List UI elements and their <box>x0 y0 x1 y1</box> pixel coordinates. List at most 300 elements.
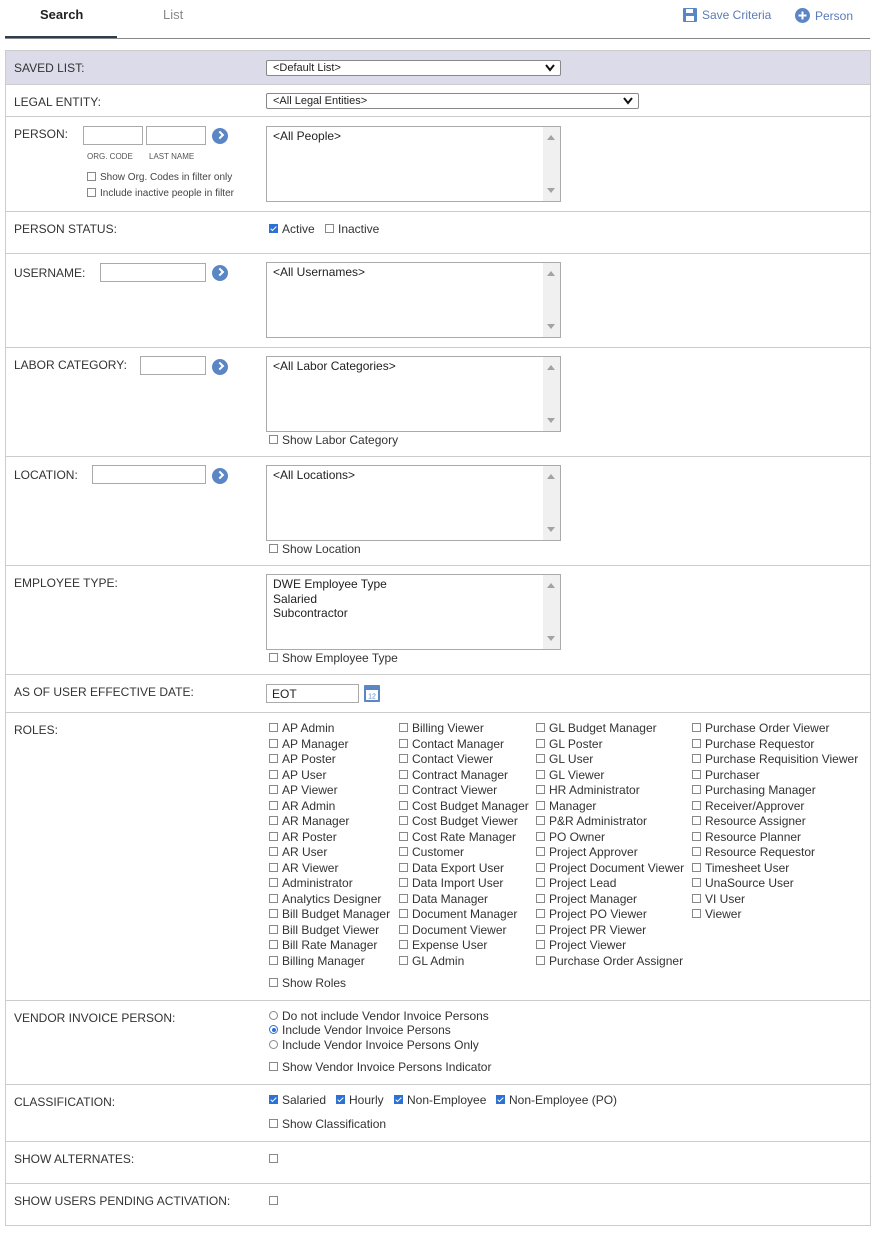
role-checkbox[interactable] <box>269 878 278 887</box>
role-checkbox[interactable] <box>269 925 278 934</box>
role-checkbox[interactable] <box>399 940 408 949</box>
chevron-down-icon <box>545 64 555 72</box>
role-label: Bill Rate Manager <box>282 938 378 952</box>
role-option[interactable] <box>536 907 684 923</box>
role-label: Project PO Viewer <box>549 907 647 921</box>
role-option[interactable] <box>692 752 858 768</box>
chevron-down-icon <box>623 97 633 105</box>
role-option[interactable] <box>536 830 684 846</box>
role-option[interactable] <box>269 783 390 799</box>
role-checkbox[interactable] <box>692 863 701 872</box>
role-checkbox[interactable] <box>536 878 545 887</box>
role-checkbox[interactable] <box>536 956 545 965</box>
role-option[interactable] <box>692 861 858 877</box>
role-label: Contract Manager <box>412 767 509 782</box>
role-option[interactable] <box>536 861 684 877</box>
role-option[interactable] <box>536 845 684 861</box>
username-row <box>6 254 870 348</box>
role-checkbox[interactable] <box>399 925 408 934</box>
role-checkbox[interactable] <box>536 739 545 748</box>
role-label: Timesheet User <box>705 860 790 875</box>
role-label: Document Manager <box>412 907 518 921</box>
role-checkbox[interactable] <box>269 770 278 779</box>
exclude-radio[interactable] <box>269 1011 278 1020</box>
vendor-invoice-row <box>6 1001 870 1085</box>
add-person-label: Person <box>815 8 854 23</box>
role-label: Purchase Order Viewer <box>705 721 830 735</box>
role-option[interactable] <box>269 799 390 815</box>
role-label: AP Poster <box>282 752 336 766</box>
role-label: Purchase Requisition Viewer <box>705 752 859 766</box>
role-checkbox[interactable] <box>692 909 701 918</box>
role-option[interactable] <box>399 861 529 877</box>
role-checkbox[interactable] <box>692 801 701 810</box>
role-option[interactable] <box>269 721 390 737</box>
role-checkbox[interactable] <box>536 801 545 810</box>
role-option[interactable] <box>692 783 858 799</box>
non-employee-text: Non-Employee <box>407 1093 487 1107</box>
role-option[interactable] <box>692 737 858 753</box>
saved-list-select[interactable] <box>266 60 561 76</box>
role-option[interactable] <box>399 737 529 753</box>
role-option[interactable] <box>269 845 390 861</box>
person-status-label: PERSON STATUS: <box>14 222 117 236</box>
scroll-down-icon[interactable] <box>547 324 555 329</box>
role-option[interactable] <box>269 737 390 753</box>
role-option[interactable] <box>536 752 684 768</box>
role-checkbox[interactable] <box>399 723 408 732</box>
role-option[interactable] <box>692 892 858 908</box>
list-item[interactable]: Subcontractor <box>273 606 348 620</box>
show-org-codes-checkbox[interactable] <box>87 172 96 181</box>
scrollbar[interactable] <box>543 263 560 337</box>
role-option[interactable] <box>269 876 390 892</box>
role-option[interactable] <box>536 721 684 737</box>
role-checkbox[interactable] <box>399 956 408 965</box>
username-listbox[interactable] <box>266 262 561 338</box>
role-label: PO Owner <box>549 829 606 844</box>
role-label: AR Admin <box>282 798 336 813</box>
role-checkbox[interactable] <box>399 894 408 903</box>
person-row <box>6 117 870 212</box>
salaried-checkbox[interactable] <box>269 1095 278 1104</box>
role-option[interactable] <box>536 923 684 939</box>
role-option[interactable] <box>399 814 529 830</box>
role-label: UnaSource User <box>705 876 794 890</box>
role-checkbox[interactable] <box>536 863 545 872</box>
hourly-text: Hourly <box>349 1093 384 1107</box>
role-label: GL User <box>549 752 594 766</box>
role-label: Resource Assigner <box>705 814 806 828</box>
scroll-down-icon[interactable] <box>547 188 555 193</box>
location-input[interactable] <box>92 465 206 484</box>
scrollbar[interactable] <box>543 575 560 649</box>
role-label: AR Manager <box>282 814 350 828</box>
show-org-codes-option[interactable] <box>87 172 232 183</box>
role-option[interactable] <box>536 783 684 799</box>
search-criteria-form <box>5 50 871 1226</box>
legal-entity-select[interactable] <box>266 93 639 109</box>
role-label: Contact Manager <box>412 736 505 751</box>
role-checkbox[interactable] <box>269 739 278 748</box>
non-employee-po-text: Non-Employee (PO) <box>509 1093 618 1107</box>
non-employee-po-option[interactable] <box>496 1093 617 1107</box>
role-checkbox[interactable] <box>269 894 278 903</box>
show-employee-type-option[interactable] <box>269 651 398 665</box>
role-option[interactable] <box>536 892 684 908</box>
role-option[interactable] <box>692 799 858 815</box>
role-checkbox[interactable] <box>399 832 408 841</box>
role-label: Data Import User <box>412 876 504 890</box>
role-checkbox[interactable] <box>536 754 545 763</box>
list-item[interactable]: <All Usernames> <box>273 265 366 279</box>
salaried-option[interactable] <box>269 1093 326 1107</box>
role-checkbox[interactable] <box>536 816 545 825</box>
non-employee-checkbox[interactable] <box>394 1095 403 1104</box>
saved-list-row <box>6 51 870 85</box>
show-location-option[interactable] <box>269 542 361 556</box>
role-label: Expense User <box>412 938 488 952</box>
scrollbar[interactable] <box>543 127 560 201</box>
role-checkbox[interactable] <box>536 723 545 732</box>
role-option[interactable] <box>536 938 684 954</box>
show-employee-type-text: Show Employee Type <box>282 651 398 665</box>
org-code-caption: ORG. CODE <box>87 152 133 161</box>
person-go-arrow-icon[interactable] <box>212 128 228 144</box>
labor-category-input[interactable] <box>140 356 206 375</box>
hourly-option[interactable] <box>336 1093 384 1107</box>
role-option[interactable] <box>692 814 858 830</box>
role-checkbox[interactable] <box>692 847 701 856</box>
person-status-row <box>6 212 870 254</box>
role-option[interactable] <box>269 954 390 970</box>
calendar-icon[interactable] <box>364 685 380 702</box>
role-checkbox[interactable] <box>269 754 278 763</box>
role-option[interactable] <box>399 938 529 954</box>
roles-column-2 <box>399 721 529 969</box>
vendor-invoice-option-include[interactable] <box>269 1023 451 1037</box>
role-label: Cost Rate Manager <box>412 829 517 844</box>
legal-entity-label: LEGAL ENTITY: <box>14 95 101 109</box>
list-item[interactable]: DWE Employee Type <box>273 577 387 591</box>
location-go-arrow-icon[interactable] <box>212 468 228 484</box>
scroll-up-icon[interactable] <box>547 271 555 276</box>
last-name-input[interactable] <box>146 126 206 145</box>
vendor-invoice-option-exclude[interactable] <box>269 1009 489 1023</box>
status-active-option[interactable] <box>269 222 315 236</box>
role-option[interactable] <box>399 768 529 784</box>
include-text: Include Vendor Invoice Persons <box>282 1023 451 1037</box>
org-code-input[interactable] <box>83 126 143 145</box>
exclude-text: Do not include Vendor Invoice Persons <box>282 1009 489 1023</box>
role-checkbox[interactable] <box>536 925 545 934</box>
location-row <box>6 457 870 566</box>
effective-date-label: AS OF USER EFFECTIVE DATE: <box>14 685 194 699</box>
show-alternates-option[interactable] <box>269 1152 282 1166</box>
role-checkbox[interactable] <box>399 909 408 918</box>
role-checkbox[interactable] <box>536 847 545 856</box>
username-input[interactable] <box>100 263 206 282</box>
roles-column-1 <box>269 721 390 969</box>
show-classification-text: Show Classification <box>282 1117 387 1131</box>
scroll-down-icon[interactable] <box>547 418 555 423</box>
role-option[interactable] <box>269 861 390 877</box>
role-checkbox[interactable] <box>399 847 408 856</box>
scroll-up-icon[interactable] <box>547 474 555 479</box>
save-criteria-label: Save Criteria <box>702 8 772 22</box>
last-name-caption: LAST NAME <box>149 152 195 161</box>
role-checkbox[interactable] <box>269 785 278 794</box>
employee-type-listbox[interactable] <box>266 574 561 650</box>
role-checkbox[interactable] <box>269 816 278 825</box>
role-checkbox[interactable] <box>399 754 408 763</box>
location-label: LOCATION: <box>14 468 78 482</box>
role-label: Analytics Designer <box>282 891 382 906</box>
list-item[interactable]: <All Locations> <box>273 468 356 482</box>
active-checkbox[interactable] <box>269 224 278 233</box>
show-labor-category-text: Show Labor Category <box>282 433 399 447</box>
role-checkbox[interactable] <box>269 832 278 841</box>
role-label: Project Viewer <box>549 938 627 952</box>
effective-date-input[interactable] <box>266 684 359 703</box>
scroll-up-icon[interactable] <box>547 135 555 140</box>
role-checkbox[interactable] <box>269 940 278 949</box>
role-label: Viewer <box>705 907 742 921</box>
role-checkbox[interactable] <box>399 863 408 872</box>
role-checkbox[interactable] <box>399 816 408 825</box>
role-option[interactable] <box>536 799 684 815</box>
role-option[interactable] <box>269 830 390 846</box>
show-vendor-invoice-checkbox[interactable] <box>269 1062 278 1071</box>
role-label: Project PR Viewer <box>549 922 647 937</box>
include-inactive-option[interactable] <box>87 188 234 199</box>
list-item[interactable]: <All People> <box>273 129 342 143</box>
saved-list-label: SAVED LIST: <box>14 61 85 75</box>
role-checkbox[interactable] <box>269 847 278 856</box>
role-checkbox[interactable] <box>269 956 278 965</box>
role-checkbox[interactable] <box>536 940 545 949</box>
labor-category-listbox[interactable] <box>266 356 561 432</box>
scroll-down-icon[interactable] <box>547 527 555 532</box>
labor-category-row <box>6 348 870 457</box>
role-label: AP Viewer <box>282 783 338 797</box>
role-option[interactable] <box>399 923 529 939</box>
role-checkbox[interactable] <box>536 894 545 903</box>
non-employee-po-checkbox[interactable] <box>496 1095 505 1104</box>
role-checkbox[interactable] <box>536 909 545 918</box>
role-option[interactable] <box>269 814 390 830</box>
role-option[interactable] <box>269 923 390 939</box>
role-option[interactable] <box>399 845 529 861</box>
role-label: Receiver/Approver <box>705 798 805 813</box>
role-checkbox[interactable] <box>692 739 701 748</box>
role-option[interactable] <box>269 892 390 908</box>
show-alternates-label: SHOW ALTERNATES: <box>14 1152 135 1166</box>
hourly-checkbox[interactable] <box>336 1095 345 1104</box>
role-option[interactable] <box>269 907 390 923</box>
role-checkbox[interactable] <box>692 816 701 825</box>
show-location-checkbox[interactable] <box>269 544 278 553</box>
show-location-text: Show Location <box>282 542 361 556</box>
role-option[interactable] <box>399 783 529 799</box>
role-checkbox[interactable] <box>692 878 701 887</box>
role-checkbox[interactable] <box>399 739 408 748</box>
role-checkbox[interactable] <box>692 832 701 841</box>
role-label: GL Admin <box>412 953 465 968</box>
role-option[interactable] <box>692 830 858 846</box>
role-option[interactable] <box>399 954 529 970</box>
role-checkbox[interactable] <box>399 785 408 794</box>
top-bar <box>0 0 877 40</box>
inactive-checkbox[interactable] <box>325 224 334 233</box>
role-label: GL Viewer <box>549 767 605 782</box>
username-go-arrow-icon[interactable] <box>212 265 228 281</box>
role-label: Billing Manager <box>282 953 365 968</box>
role-checkbox[interactable] <box>692 770 701 779</box>
role-label: VI User <box>705 891 746 906</box>
role-label: Billing Viewer <box>412 721 484 735</box>
role-option[interactable] <box>536 876 684 892</box>
salaried-text: Salaried <box>282 1093 327 1107</box>
add-person-button[interactable] <box>795 8 853 23</box>
classification-label: CLASSIFICATION: <box>14 1095 116 1109</box>
role-label: GL Poster <box>549 736 603 751</box>
role-option[interactable] <box>399 907 529 923</box>
role-checkbox[interactable] <box>269 801 278 810</box>
employee-type-row <box>6 566 870 675</box>
show-pending-checkbox[interactable] <box>269 1196 278 1205</box>
show-classification-checkbox[interactable] <box>269 1119 278 1128</box>
legal-entity-value: <All Legal Entities> <box>273 95 368 107</box>
role-checkbox[interactable] <box>399 801 408 810</box>
show-pending-option[interactable] <box>269 1194 282 1208</box>
role-option[interactable] <box>692 876 858 892</box>
role-label: GL Budget Manager <box>549 721 657 735</box>
role-checkbox[interactable] <box>269 863 278 872</box>
role-label: Administrator <box>282 876 353 890</box>
show-labor-category-checkbox[interactable] <box>269 435 278 444</box>
role-label: HR Administrator <box>549 783 640 797</box>
role-label: Purchaser <box>705 767 760 782</box>
role-option[interactable] <box>536 768 684 784</box>
role-checkbox[interactable] <box>692 785 701 794</box>
role-checkbox[interactable] <box>269 723 278 732</box>
role-label: Purchasing Manager <box>705 783 816 797</box>
status-inactive-option[interactable] <box>325 222 379 236</box>
only-text: Include Vendor Invoice Persons Only <box>282 1038 479 1052</box>
show-roles-checkbox[interactable] <box>269 978 278 987</box>
role-label: Resource Requestor <box>705 845 816 859</box>
role-checkbox[interactable] <box>399 878 408 887</box>
role-option[interactable] <box>692 768 858 784</box>
vendor-invoice-option-only[interactable] <box>269 1038 479 1052</box>
show-labor-category-option[interactable] <box>269 433 398 447</box>
non-employee-option[interactable] <box>394 1093 486 1107</box>
role-label: Project Lead <box>549 876 617 890</box>
saved-list-value: <Default List> <box>273 62 341 74</box>
only-radio[interactable] <box>269 1040 278 1049</box>
classification-row <box>6 1085 870 1142</box>
role-option[interactable] <box>399 876 529 892</box>
role-label: AP User <box>282 767 327 782</box>
scroll-down-icon[interactable] <box>547 636 555 641</box>
role-label: Manager <box>549 798 597 813</box>
role-label: Document Viewer <box>412 922 507 937</box>
list-item[interactable]: <All Labor Categories> <box>273 359 396 373</box>
labor-category-go-arrow-icon[interactable] <box>212 359 228 375</box>
role-checkbox[interactable] <box>536 785 545 794</box>
show-employee-type-checkbox[interactable] <box>269 653 278 662</box>
role-checkbox[interactable] <box>692 754 701 763</box>
role-checkbox[interactable] <box>269 909 278 918</box>
role-label: Project Approver <box>549 845 638 859</box>
role-option[interactable] <box>269 938 390 954</box>
role-checkbox[interactable] <box>399 770 408 779</box>
role-option[interactable] <box>692 845 858 861</box>
tab-divider <box>5 38 870 39</box>
list-item[interactable]: Salaried <box>273 591 318 606</box>
role-option[interactable] <box>536 737 684 753</box>
role-label: Project Manager <box>549 891 638 906</box>
show-classification-option[interactable] <box>269 1117 386 1131</box>
role-label: Data Manager <box>412 891 489 906</box>
location-listbox[interactable] <box>266 465 561 541</box>
role-option[interactable] <box>269 752 390 768</box>
role-label: Cost Budget Viewer <box>412 814 518 828</box>
role-checkbox[interactable] <box>536 832 545 841</box>
role-option[interactable] <box>399 799 529 815</box>
include-inactive-text: Include inactive people in filter <box>100 188 234 199</box>
employee-type-label: EMPLOYEE TYPE: <box>14 576 118 590</box>
scrollbar[interactable] <box>543 466 560 540</box>
person-label: PERSON: <box>14 127 69 141</box>
show-vendor-invoice-option[interactable] <box>269 1060 491 1074</box>
effective-date-row <box>6 675 870 713</box>
tab-list[interactable]: List <box>163 7 184 22</box>
scroll-up-icon[interactable] <box>547 583 555 588</box>
role-option[interactable] <box>536 954 684 970</box>
role-option[interactable] <box>399 830 529 846</box>
show-alternates-checkbox[interactable] <box>269 1154 278 1163</box>
scrollbar[interactable] <box>543 357 560 431</box>
role-label: P&R Administrator <box>549 814 648 828</box>
role-option[interactable] <box>399 892 529 908</box>
role-label: Data Export User <box>412 860 505 875</box>
scroll-up-icon[interactable] <box>547 365 555 370</box>
role-option[interactable] <box>692 721 858 737</box>
include-radio[interactable] <box>269 1025 278 1034</box>
role-option[interactable] <box>536 814 684 830</box>
person-listbox[interactable] <box>266 126 561 202</box>
role-label: Purchase Order Assigner <box>549 953 684 968</box>
tab-search[interactable]: Search <box>40 7 84 22</box>
role-checkbox[interactable] <box>536 770 545 779</box>
role-label: Project Document Viewer <box>549 860 685 875</box>
role-option[interactable] <box>399 752 529 768</box>
show-alternates-row <box>6 1142 870 1184</box>
role-option[interactable] <box>269 768 390 784</box>
role-checkbox[interactable] <box>692 723 701 732</box>
role-checkbox[interactable] <box>692 894 701 903</box>
role-option[interactable] <box>692 907 858 923</box>
save-criteria-button[interactable] <box>683 8 771 22</box>
role-option[interactable] <box>399 721 529 737</box>
vendor-invoice-label: VENDOR INVOICE PERSON: <box>14 1011 176 1025</box>
plus-circle-icon <box>795 8 810 23</box>
show-roles-option[interactable] <box>269 976 346 990</box>
include-inactive-checkbox[interactable] <box>87 188 96 197</box>
roles-label: ROLES: <box>14 723 59 737</box>
